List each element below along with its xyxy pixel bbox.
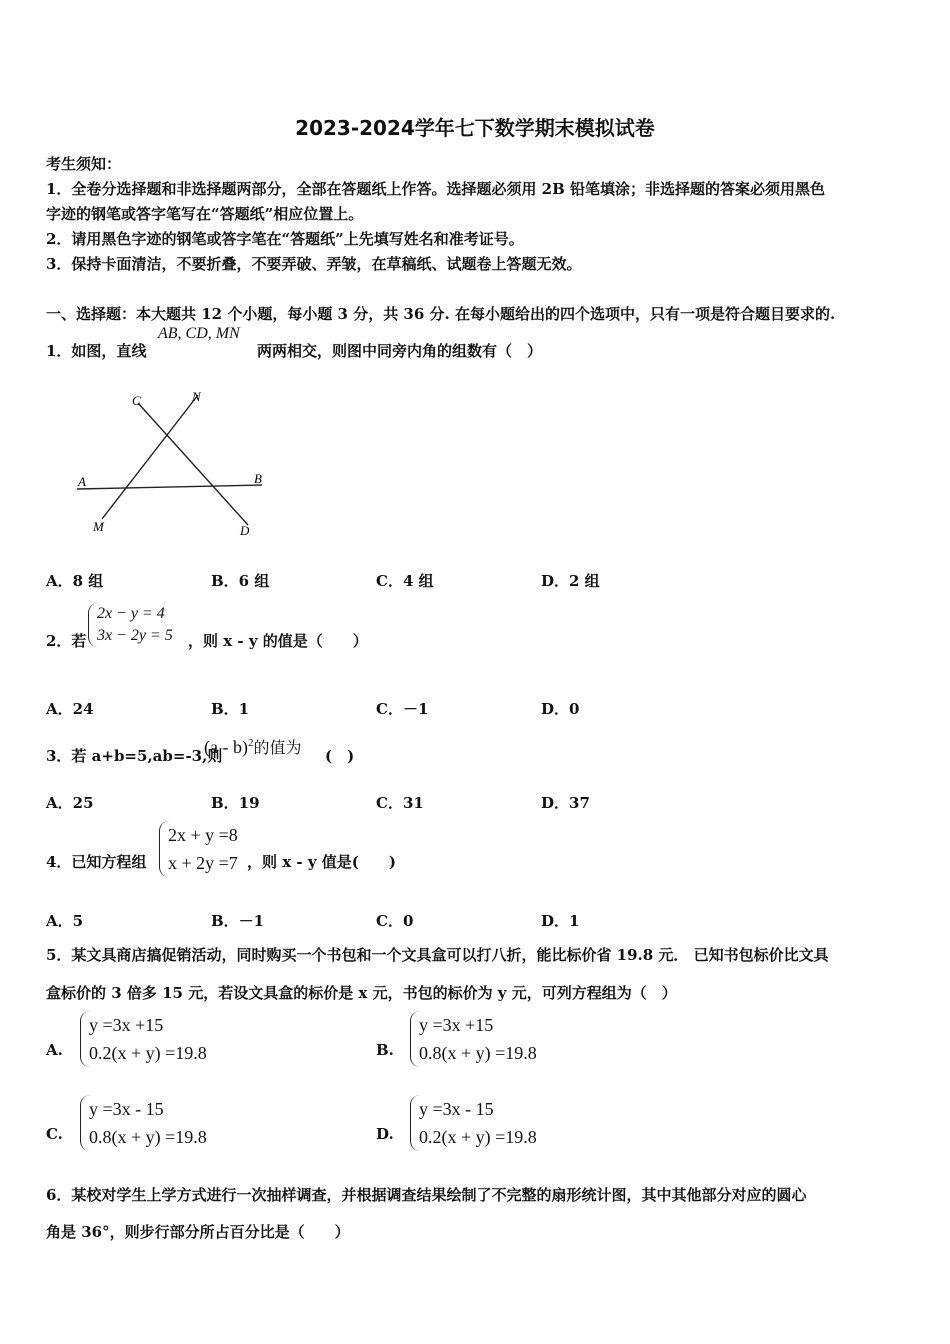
- line-ab: [77, 485, 262, 489]
- q5-b-eq1: y =3x +15: [419, 1015, 494, 1035]
- label-m: M: [93, 519, 104, 534]
- q6-line-1: 6．某校对学生上学方式进行一次抽样调查，并根据调查结果绘制了不完整的扇形统计图，其中其他部分对应的圆心: [46, 1186, 807, 1204]
- label-b: B: [254, 471, 262, 486]
- q4-eq1: 2x + y =8: [168, 825, 238, 845]
- q1-figure: [60, 385, 280, 545]
- label-d: D: [240, 523, 250, 538]
- q4-option-d[interactable]: D．1: [541, 912, 580, 930]
- q3-suffix: ( ): [325, 747, 355, 765]
- q5-option-d-system[interactable]: [410, 1095, 537, 1151]
- q6-line-2: 角是 36°，则步行部分所占百分比是（ ）: [46, 1223, 350, 1241]
- q5-d-eq1: y =3x - 15: [419, 1099, 494, 1119]
- q5-line-1: 5．某文具商店搞促销活动，同时购买一个书包和一个文具盒可以打八折，能比标价省 19.8 元． 已知书包标价比文具: [46, 946, 829, 964]
- q5-option-a-label[interactable]: A.: [46, 1041, 63, 1059]
- label-n: N: [192, 389, 201, 404]
- q4-option-c[interactable]: C．0: [376, 912, 414, 930]
- label-c: C: [132, 393, 141, 408]
- q2-system: [88, 603, 173, 647]
- q3-option-b[interactable]: B．19: [211, 794, 260, 812]
- q2-option-d[interactable]: D．0: [541, 700, 580, 718]
- q5-option-c-system[interactable]: [80, 1095, 207, 1151]
- q1-option-d[interactable]: D．2 组: [541, 572, 600, 590]
- q5-line-2: 盒标价的 3 倍多 15 元，若设文具盒的标价是 x 元，书包的标价为 y 元，可列方程组为（ ）: [46, 984, 677, 1002]
- q1-prefix: 1．如图，直线: [46, 342, 147, 360]
- q3-expr-tail: 的值为: [253, 738, 302, 757]
- notice-heading: 考生须知：: [46, 155, 122, 173]
- q1-option-c[interactable]: C．4 组: [376, 572, 434, 590]
- q4-suffix: ，则 x - y 值是( ): [247, 853, 396, 871]
- q1-lines: AB, CD, MN: [158, 325, 240, 342]
- q2-suffix: ，则 x - y 的值是（ ）: [188, 632, 368, 650]
- q4-prefix: 4．已知方程组: [46, 853, 147, 871]
- notice-line-1b: 字迹的钢笔或答字笔写在“答题纸”相应位置上。: [46, 205, 364, 223]
- q3-expr: (a - b): [204, 737, 248, 757]
- q3-option-c[interactable]: C．31: [376, 794, 424, 812]
- q5-d-eq2: 0.2(x + y) =19.8: [419, 1127, 537, 1147]
- notice-line-3: 3．保持卡面清洁，不要折叠，不要弄破、弄皱，在草稿纸、试题卷上答题无效。: [46, 255, 582, 273]
- q4-eq2: x + 2y =7: [168, 853, 238, 873]
- q5-c-eq2: 0.8(x + y) =19.8: [89, 1127, 207, 1147]
- q2-eq2: 3x − 2y = 5: [97, 627, 173, 644]
- line-mn: [102, 395, 198, 519]
- q2-option-a[interactable]: A．24: [46, 700, 94, 718]
- q5-a-eq1: y =3x +15: [89, 1015, 164, 1035]
- q5-option-b-system[interactable]: [410, 1011, 537, 1067]
- section-1-heading: 一、选择题：本大题共 12 个小题，每小题 3 分，共 36 分. 在每小题给出的四个选项中，只有一项是符合题目要求的.: [46, 305, 836, 323]
- q2-option-b[interactable]: B．1: [211, 700, 250, 718]
- q5-c-eq1: y =3x - 15: [89, 1099, 164, 1119]
- notice-line-2: 2．请用黑色字迹的钢笔或答字笔在“答题纸”上先填写姓名和准考证号。: [46, 230, 524, 248]
- q4-system: [159, 821, 238, 877]
- q5-option-d-label[interactable]: D.: [376, 1125, 394, 1143]
- q3-option-d[interactable]: D．37: [541, 794, 590, 812]
- q5-option-a-system[interactable]: [80, 1011, 207, 1067]
- q5-b-eq2: 0.8(x + y) =19.8: [419, 1043, 537, 1063]
- q3-prefix: 3．若 a+b=5,ab=-3,则: [46, 747, 223, 765]
- q5-option-b-label[interactable]: B.: [376, 1041, 394, 1059]
- label-a: A: [78, 474, 86, 489]
- q1-option-b[interactable]: B．6 组: [211, 572, 270, 590]
- q3-expression: [204, 735, 302, 758]
- q5-a-eq2: 0.2(x + y) =19.8: [89, 1043, 207, 1063]
- q2-eq1: 2x − y = 4: [97, 605, 165, 622]
- notice-line-1a: 1．全卷分选择题和非选择题两部分，全部在答题纸上作答。选择题必须用 2B 铅笔填涂；非选择题的答案必须用黑色: [46, 180, 826, 198]
- line-cd: [138, 403, 248, 525]
- q1-option-a[interactable]: A．8 组: [46, 572, 104, 590]
- q4-option-a[interactable]: A．5: [46, 912, 84, 930]
- q5-option-c-label[interactable]: C.: [46, 1125, 63, 1143]
- q3-option-a[interactable]: A．25: [46, 794, 94, 812]
- q1-suffix: 两两相交，则图中同旁内角的组数有（ ）: [257, 342, 543, 360]
- page-title: 2023-2024学年七下数学期末模拟试卷: [295, 116, 655, 140]
- q4-option-b[interactable]: B．－1: [211, 912, 265, 930]
- q2-option-c[interactable]: C．－1: [376, 700, 429, 718]
- q2-prefix: 2．若: [46, 632, 87, 650]
- q3-sup: 2: [247, 737, 254, 749]
